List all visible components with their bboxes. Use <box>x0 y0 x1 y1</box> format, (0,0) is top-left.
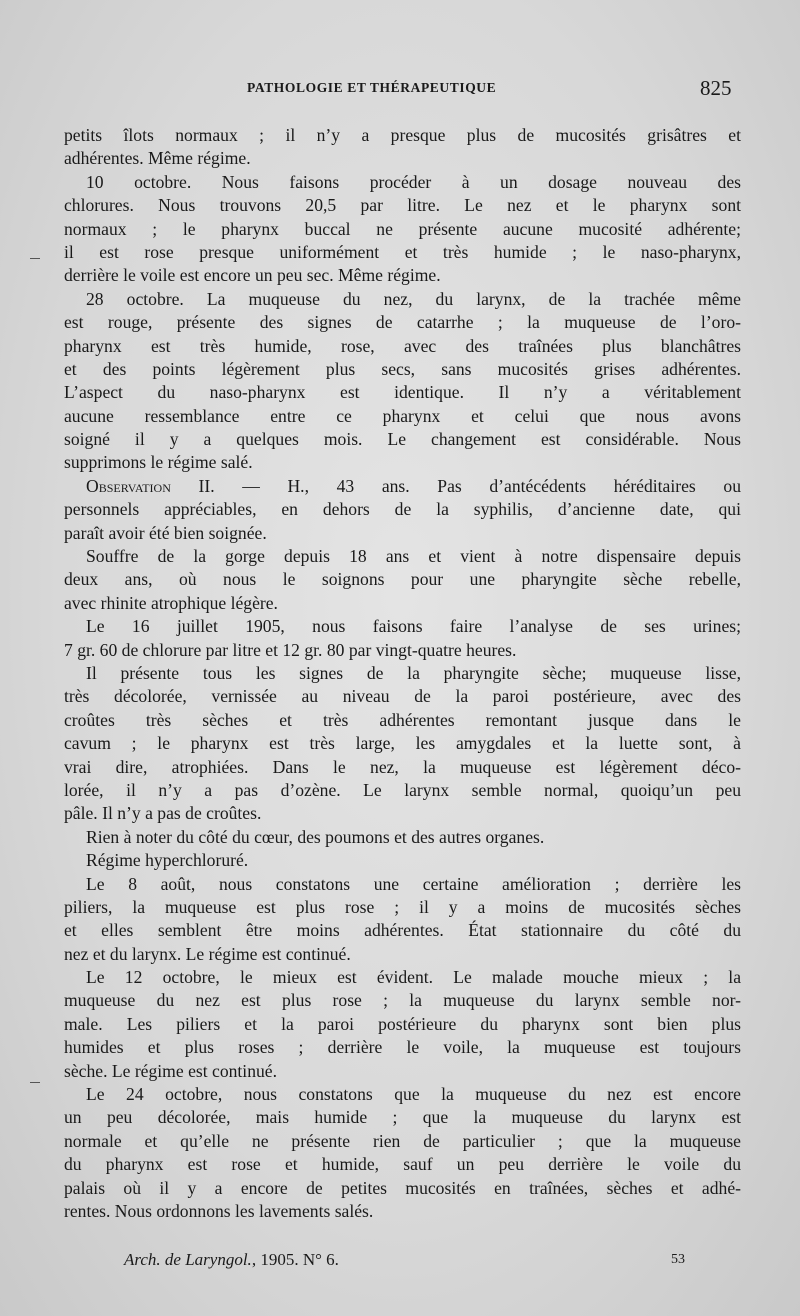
text-line: muqueuse du nez est plus rose ; la muqueuse du larynx semble nor- <box>64 990 741 1011</box>
margin-mark <box>30 258 40 259</box>
text-line: normaux ; le pharynx buccal ne présente aucune mucosité adhérente; <box>64 218 741 239</box>
page-footer <box>0 1248 800 1278</box>
text-line: pâle. Il n’y a pas de croûtes. <box>64 803 262 824</box>
journal-reference <box>124 1250 339 1270</box>
text-line: adhérentes. Même régime. <box>64 148 251 169</box>
text-line: Le 16 juillet 1905, nous faisons faire l’analyse de ses urines; <box>86 616 741 637</box>
text-line: croûtes très sèches et très adhérentes remontant jusque dans le <box>64 709 741 730</box>
journal-issue: , 1905. N° 6. <box>251 1250 339 1269</box>
text-line: derrière le voile est encore un peu sec. Même régime. <box>64 265 441 286</box>
text-line: du pharynx est rose et humide, sauf un peu derrière le voile du <box>64 1154 741 1175</box>
text-line: petits îlots normaux ; il n’y a presque plus de mucosités grisâtres et <box>64 125 741 145</box>
body-text <box>64 124 741 1223</box>
text-line: normale et qu’elle ne présente rien de particulier ; que la muqueuse <box>64 1130 741 1151</box>
text-line: et elles semblent être moins adhérentes. État stationnaire du côté du <box>64 920 741 941</box>
text-line: nez et du larynx. Le régime est continué. <box>64 943 351 964</box>
text-line: vrai dire, atrophiées. Dans le nez, la muqueuse est légèrement déco- <box>64 756 741 777</box>
text-line: paraît avoir été bien soignée. <box>64 522 267 543</box>
signature-number: 53 <box>671 1252 685 1267</box>
observation-label: Observation <box>86 475 171 496</box>
page-number: 825 <box>700 76 732 100</box>
text-line: humides et plus roses ; derrière le voile, la muqueuse est toujours <box>64 1037 741 1058</box>
text-line: chlorures. Nous trouvons 20,5 par litre. Le nez et le pharynx sont <box>64 195 741 216</box>
text-line: Le 8 août, nous constatons une certaine amélioration ; derrière les <box>86 873 741 894</box>
text-line: soigné il y a quelques mois. Le changement est considérable. Nous <box>64 429 741 450</box>
text-line: il est rose presque uniformément et très humide ; le naso-pharynx, <box>64 241 741 262</box>
text-line: Il présente tous les signes de la pharyngite sèche; muqueuse lisse, <box>86 662 741 683</box>
page-header <box>0 74 800 104</box>
journal-name: Arch. de Laryngol. <box>124 1250 252 1269</box>
text-line: 28 octobre. La muqueuse du nez, du larynx, de la trachée même <box>86 288 741 309</box>
text-line: un peu décolorée, mais humide ; que la muqueuse du larynx est <box>64 1107 741 1128</box>
text-line: deux ans, où nous le soignons pour une pharyngite sèche rebelle, <box>64 569 741 590</box>
running-title: PATHOLOGIE ET THÉRAPEUTIQUE <box>247 80 497 95</box>
text-line: lorée, il n’y a pas d’ozène. Le larynx semble normal, quoiqu’un peu <box>64 779 741 800</box>
text-line: Le 12 octobre, le mieux est évident. Le malade mouche mieux ; la <box>86 967 741 988</box>
text-line: palais où il y a encore de petites mucosités en traînées, sèches et adhé- <box>64 1177 741 1198</box>
text-line: male. Les piliers et la paroi postérieure du pharynx sont bien plus <box>64 1013 741 1034</box>
text-line: Souffre de la gorge depuis 18 ans et vient à notre dispensaire depuis <box>86 546 741 567</box>
text-line <box>64 475 741 498</box>
text-line: sèche. Le régime est continué. <box>64 1060 277 1081</box>
text-line: 10 octobre. Nous faisons procéder à un dosage nouveau des <box>86 171 741 192</box>
text-line: Le 24 octobre, nous constatons que la muqueuse du nez est encore <box>86 1084 741 1105</box>
text-line: est rouge, présente des signes de catarrhe ; la muqueuse de l’oro- <box>64 312 741 333</box>
text-line: piliers, la muqueuse est plus rose ; il y a moins de mucosités sèches <box>64 896 741 917</box>
text-line: Régime hyperchloruré. <box>86 850 249 871</box>
text-line: très décolorée, vernissée au niveau de la paroi postérieure, avec des <box>64 686 741 707</box>
text-line: rentes. Nous ordonnons les lavements salés. <box>64 1200 374 1221</box>
text-line: et des points légèrement plus secs, sans mucosités grises adhérentes. <box>64 358 741 379</box>
text-line: avec rhinite atrophique légère. <box>64 592 278 613</box>
text-line: pharynx est très humide, rose, avec des traînées plus blanchâtres <box>64 335 741 356</box>
text-line: Rien à noter du côté du cœur, des poumons et des autres organes. <box>86 826 545 847</box>
text-line: supprimons le régime salé. <box>64 452 253 473</box>
text-line: personnels appréciables, en dehors de la syphilis, d’ancienne date, qui <box>64 499 741 520</box>
text-line-rest: II. — H., 43 ans. Pas d’antécédents héréditaires ou <box>170 475 741 496</box>
margin-mark <box>30 1082 40 1083</box>
text-line: aucune ressemblance entre ce pharynx et celui que nous avons <box>64 405 741 426</box>
text-line: cavum ; le pharynx est très large, les amygdales et la luette sont, à <box>64 733 741 754</box>
text-line: 7 gr. 60 de chlorure par litre et 12 gr. 80 par vingt-quatre heures. <box>64 639 517 660</box>
text-line: L’aspect du naso-pharynx est identique. Il n’y a véritablement <box>64 382 741 403</box>
